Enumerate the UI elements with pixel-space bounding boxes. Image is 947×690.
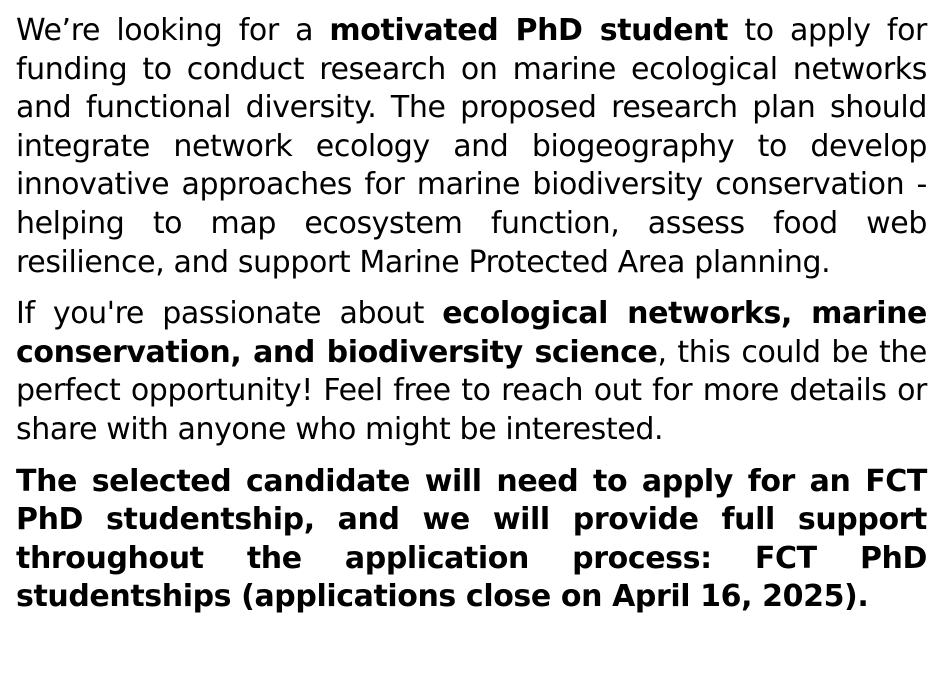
intro-text-end: to apply for funding to conduct research on marine ecological networks and functional diversity. The proposed research plan should integrate network ecology and biogeography to develop innovative approaches for marine biodiversity conservation - helping to map ecosystem function, assess food web resilience, and support Marine Protected Area planning. bbox=[16, 13, 927, 280]
intro-bold-phrase: motivated PhD student bbox=[329, 13, 729, 48]
application-bold-text: The selected candidate will need to apply for an FCT PhD studentship, and we will provide full support throughout the application process: FCT PhD studentships (applications close on April 16, 2025). bbox=[16, 463, 927, 615]
passion-text-end: , this could be the perfect opportunity! Feel free to reach out for more details or share with anyone who might be interested. bbox=[16, 334, 927, 447]
passion-bold-phrase: ecological networks, marine conservation, and biodiversity science bbox=[16, 296, 927, 370]
intro-text-start: We’re looking for a bbox=[16, 13, 330, 48]
paragraph-intro bbox=[16, 12, 927, 282]
passion-text-start: If you're passionate about bbox=[16, 296, 443, 332]
paragraph-application bbox=[16, 463, 927, 617]
paragraph-passion bbox=[16, 295, 927, 449]
document-body bbox=[16, 12, 927, 617]
